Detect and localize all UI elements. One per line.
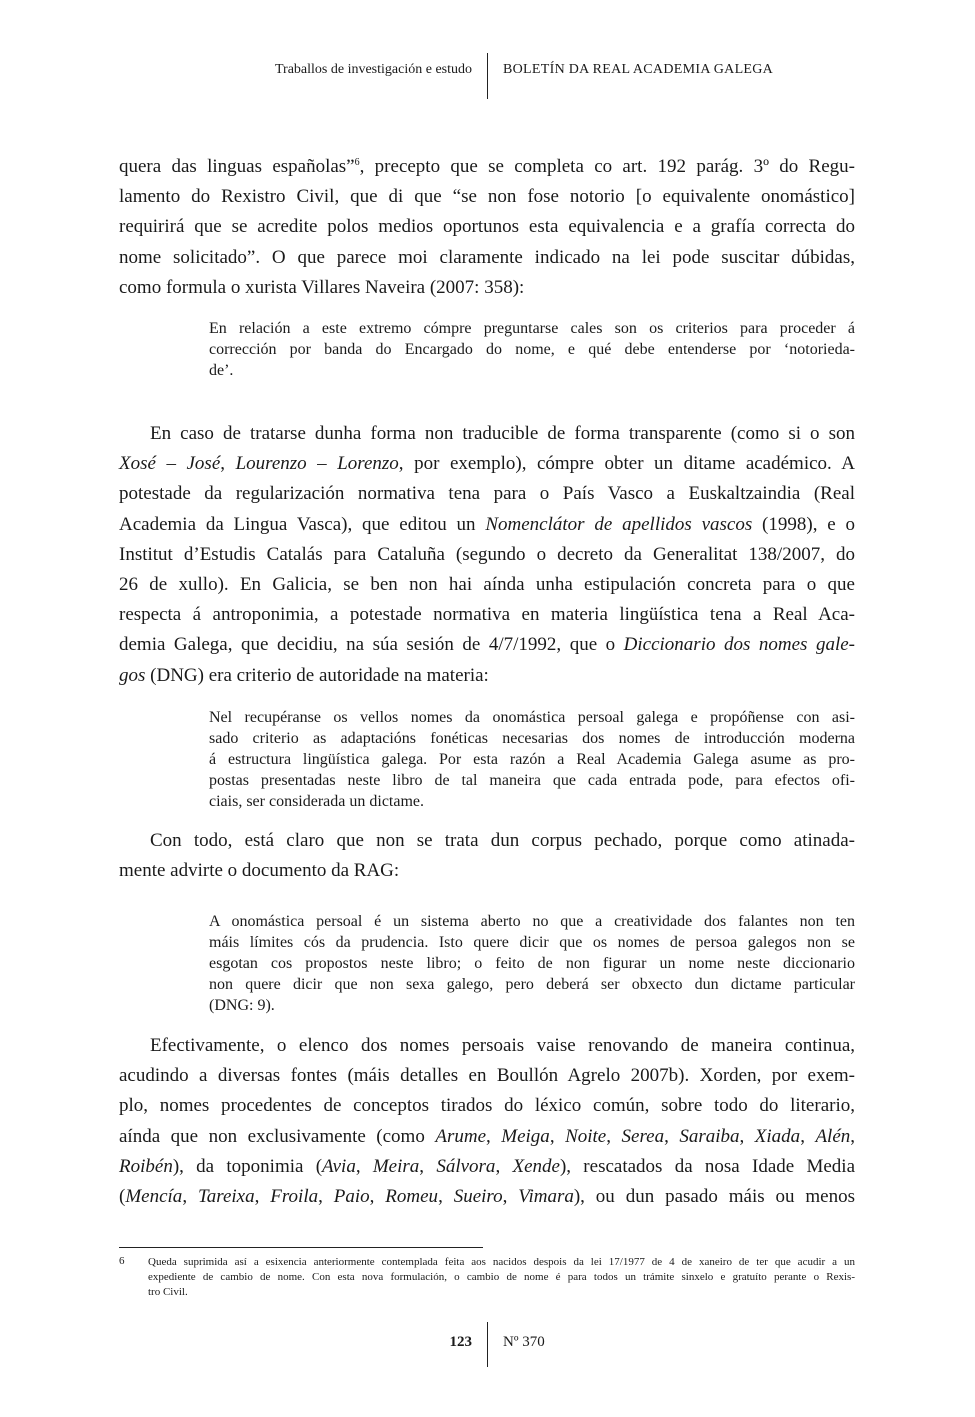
italic-text: Diccionario dos nomes gale- bbox=[623, 634, 855, 656]
text-line bbox=[209, 339, 855, 360]
text-run: como formula o xurista Villares Naveira (2007: 358): bbox=[119, 276, 525, 298]
footnote-rule bbox=[119, 1247, 483, 1248]
text-run: (DNG) era criterio de autoridade na materia: bbox=[145, 664, 489, 686]
text-run: , precepto que se completa co art. 192 parág. 3º do Regu- bbox=[359, 156, 855, 177]
italic-text: Mencía bbox=[125, 1185, 183, 1207]
text-run: demia Galega, que decidiu, na súa sesión de 4/7/1992, que o bbox=[119, 634, 624, 656]
text-line bbox=[119, 152, 855, 182]
text-run: corrección por banda do Encargado do nome, e qué debe entenderse por ‘notorieda- bbox=[209, 341, 855, 358]
text-line bbox=[119, 570, 855, 600]
text-run: , bbox=[606, 1125, 622, 1147]
text-run: , bbox=[438, 1185, 454, 1207]
text-run: ), rescatados da nosa Idade Media bbox=[559, 1155, 856, 1177]
text-run: , bbox=[502, 1185, 519, 1207]
text-run: Efectivamente, o elenco dos nomes persoais vaise renovando de maneira continua, bbox=[150, 1035, 855, 1056]
text-line bbox=[119, 182, 855, 212]
italic-text: Serea bbox=[621, 1125, 665, 1147]
footer-divider bbox=[487, 1322, 488, 1367]
text-line bbox=[209, 995, 855, 1016]
text-run: , por exemplo), cómpre obter un ditame académico. A bbox=[398, 453, 855, 475]
text-run: Nel recupéranse os vellos nomes da onomástica persoal galega e propóñense con asi- bbox=[209, 709, 855, 726]
italic-text: Noite bbox=[565, 1125, 607, 1147]
paragraph bbox=[119, 1031, 855, 1212]
block-quote bbox=[209, 318, 855, 381]
block-quote bbox=[209, 707, 855, 812]
text-line bbox=[119, 243, 855, 273]
italic-text: Xende bbox=[512, 1155, 560, 1177]
text-line bbox=[119, 449, 855, 479]
text-line bbox=[148, 1270, 855, 1285]
text-line bbox=[119, 1182, 855, 1212]
block-quote bbox=[209, 911, 855, 1016]
text-line bbox=[119, 419, 855, 449]
text-run: lamento do Rexistro Civil, que di que “se non fose notorio [o equivalente onomástico] bbox=[119, 186, 855, 208]
text-run: quera das linguas españolas” bbox=[119, 156, 355, 177]
text-run: ciais, ser considerada un dictame. bbox=[209, 793, 425, 810]
paragraph bbox=[119, 826, 855, 886]
italic-text: Alén bbox=[815, 1125, 851, 1147]
text-run: , bbox=[355, 1155, 373, 1177]
text-run: A onomástica persoal é un sistema aberto no que a creatividade dos falantes non ten bbox=[209, 913, 855, 930]
text-line bbox=[209, 749, 855, 770]
text-run: , bbox=[739, 1125, 755, 1147]
text-line bbox=[119, 479, 855, 509]
text-run: tro Civil. bbox=[148, 1286, 188, 1298]
italic-text: Tareixa bbox=[197, 1185, 255, 1207]
footnote-reference: 6 bbox=[354, 157, 360, 168]
text-line bbox=[119, 1061, 855, 1091]
text-line bbox=[209, 974, 855, 995]
text-run: 26 de xullo). En Galicia, se ben non hai aínda unha estipulación concreta para o que bbox=[119, 573, 855, 595]
text-run: ), da toponimia ( bbox=[172, 1155, 323, 1177]
text-line bbox=[209, 770, 855, 791]
text-line bbox=[119, 1122, 855, 1152]
text-line bbox=[119, 273, 855, 303]
text-run: , bbox=[549, 1125, 566, 1147]
italic-text: Meiga bbox=[501, 1125, 550, 1147]
italic-text: Sueiro bbox=[453, 1185, 503, 1207]
italic-text: Xosé – José bbox=[119, 453, 221, 475]
text-run: , bbox=[664, 1125, 680, 1147]
text-run: , bbox=[800, 1125, 816, 1147]
text-run: , bbox=[419, 1155, 437, 1177]
text-run: respecta á antroponimia, a potestade normativa en materia lingüística tena a Real Aca- bbox=[119, 604, 855, 626]
text-run: mente advirte o documento da RAG: bbox=[119, 860, 400, 882]
footnote-text bbox=[148, 1255, 855, 1300]
text-line bbox=[209, 360, 855, 381]
italic-text: gos bbox=[119, 664, 146, 686]
italic-text: Arume bbox=[435, 1125, 486, 1147]
text-line bbox=[209, 707, 855, 728]
text-run: (1998), e o bbox=[752, 513, 855, 535]
text-line bbox=[209, 932, 855, 953]
text-run: ( bbox=[119, 1185, 126, 1207]
text-run: nome solicitado”. O que parece moi claramente indicado na lei pode suscitar dúbidas, bbox=[119, 246, 855, 268]
text-run: , bbox=[220, 453, 236, 475]
text-run: , bbox=[486, 1125, 502, 1147]
text-run: (DNG: 9). bbox=[209, 997, 275, 1014]
running-header-journal: BOLETÍN DA REAL ACADEMIA GALEGA bbox=[503, 62, 774, 77]
text-run: , bbox=[254, 1185, 271, 1207]
text-run: aínda que non exclusivamente (como bbox=[119, 1125, 436, 1147]
text-line bbox=[119, 856, 855, 886]
footnote-number: 6 bbox=[119, 1255, 125, 1267]
text-run: potestade da regularización normativa tena para o País Vasco a Euskaltzaindia (Real bbox=[119, 483, 855, 505]
text-line bbox=[209, 791, 855, 812]
italic-text: Vimara bbox=[518, 1185, 574, 1207]
italic-text: Saraiba bbox=[679, 1125, 740, 1147]
text-line bbox=[148, 1285, 855, 1300]
text-run: esgotan cos propostos neste libro; o feito de non figurar un nome neste diccionario bbox=[209, 955, 855, 972]
text-run: plo, nomes procedentes de conceptos tirados do léxico común, sobre todo do literario, bbox=[119, 1095, 855, 1117]
text-run: Queda suprimida así a esixencia anteriormente contemplada feita aos nacidos despois da lei 17/1977 de 4 de xaneiro de ter que acudir a un bbox=[148, 1256, 855, 1268]
text-run: acudindo a diversas fontes (máis detalles en Boullón Agrelo 2007b). Xorden, por exem- bbox=[119, 1065, 855, 1087]
text-line bbox=[119, 1031, 855, 1061]
text-line bbox=[209, 953, 855, 974]
text-line bbox=[209, 318, 855, 339]
text-run: Con todo, está claro que non se trata dun corpus pechado, porque como atinada- bbox=[150, 830, 855, 851]
issue-number: Nº 370 bbox=[503, 1334, 545, 1350]
text-line bbox=[119, 630, 855, 660]
text-line bbox=[119, 510, 855, 540]
text-run: postas presentadas neste libro de tal maneira que cada entrada pode, para efectos ofi- bbox=[209, 772, 855, 789]
text-run: Institut d’Estudis Catalás para Cataluña (segundo o decreto da Generalitat 138/2007, do bbox=[119, 543, 855, 565]
text-run: sado criterio as adaptacións fonéticas necesarias dos nomes de introducción moderna bbox=[209, 730, 855, 747]
text-run: requirirá que se acredite polos medios oportunos esta equivalencia e a grafía correcta do bbox=[119, 216, 855, 238]
text-line bbox=[119, 540, 855, 570]
text-line bbox=[119, 1152, 855, 1182]
text-line bbox=[119, 600, 855, 630]
text-run: ), ou dun pasado máis ou menos bbox=[573, 1185, 856, 1207]
italic-text: Lourenzo – Lorenzo bbox=[235, 453, 399, 475]
text-line bbox=[119, 826, 855, 856]
italic-text: Sálvora bbox=[436, 1155, 496, 1177]
text-run: Academia da Lingua Vasca), que editou un bbox=[119, 513, 486, 535]
italic-text: Roibén bbox=[119, 1155, 173, 1177]
text-run: , bbox=[318, 1185, 334, 1207]
text-line bbox=[209, 911, 855, 932]
italic-text: Froila bbox=[270, 1185, 319, 1207]
text-run: , bbox=[850, 1125, 856, 1147]
text-run: , bbox=[495, 1155, 513, 1177]
italic-text: Meira bbox=[372, 1155, 420, 1177]
text-run: de’. bbox=[209, 362, 234, 379]
paragraph bbox=[119, 419, 855, 691]
page-number: 123 bbox=[449, 1334, 472, 1350]
running-header-section: Traballos de investigación e estudo bbox=[274, 62, 472, 77]
text-line bbox=[119, 212, 855, 242]
text-line bbox=[148, 1255, 855, 1270]
text-line bbox=[209, 728, 855, 749]
italic-text: Nomenclátor de apellidos vascos bbox=[485, 513, 753, 535]
italic-text: Romeu bbox=[385, 1185, 439, 1207]
text-run: á estructura lingüística galega. Por esta razón a Real Academia Galega asume as pro- bbox=[209, 751, 855, 768]
text-line bbox=[119, 661, 855, 691]
text-line bbox=[119, 1091, 855, 1121]
text-run: , bbox=[182, 1185, 198, 1207]
text-run: máis límites cós da prudencia. Isto quere dicir que os nomes de persoa galegos non se bbox=[209, 934, 855, 951]
text-run: En relación a este extremo cómpre preguntarse cales son os criterios para proceder á bbox=[209, 320, 855, 337]
italic-text: Xiada bbox=[754, 1125, 801, 1147]
text-run: non quere dicir que non sexa galego, pero deberá ser obxecto dun dictame particular bbox=[209, 976, 855, 993]
paragraph bbox=[119, 152, 855, 303]
text-run: , bbox=[369, 1185, 386, 1207]
text-run: En caso de tratarse dunha forma non traducible de forma transparente (como si o son bbox=[150, 423, 855, 444]
italic-text: Avia bbox=[322, 1155, 356, 1177]
header-divider bbox=[487, 53, 488, 99]
text-run: expediente de cambio de nome. Con esta nova formulación, o cambio de nome é para todos un trámite sinxelo e gratuíto perante o Rexis- bbox=[148, 1271, 855, 1283]
italic-text: Paio bbox=[333, 1185, 370, 1207]
